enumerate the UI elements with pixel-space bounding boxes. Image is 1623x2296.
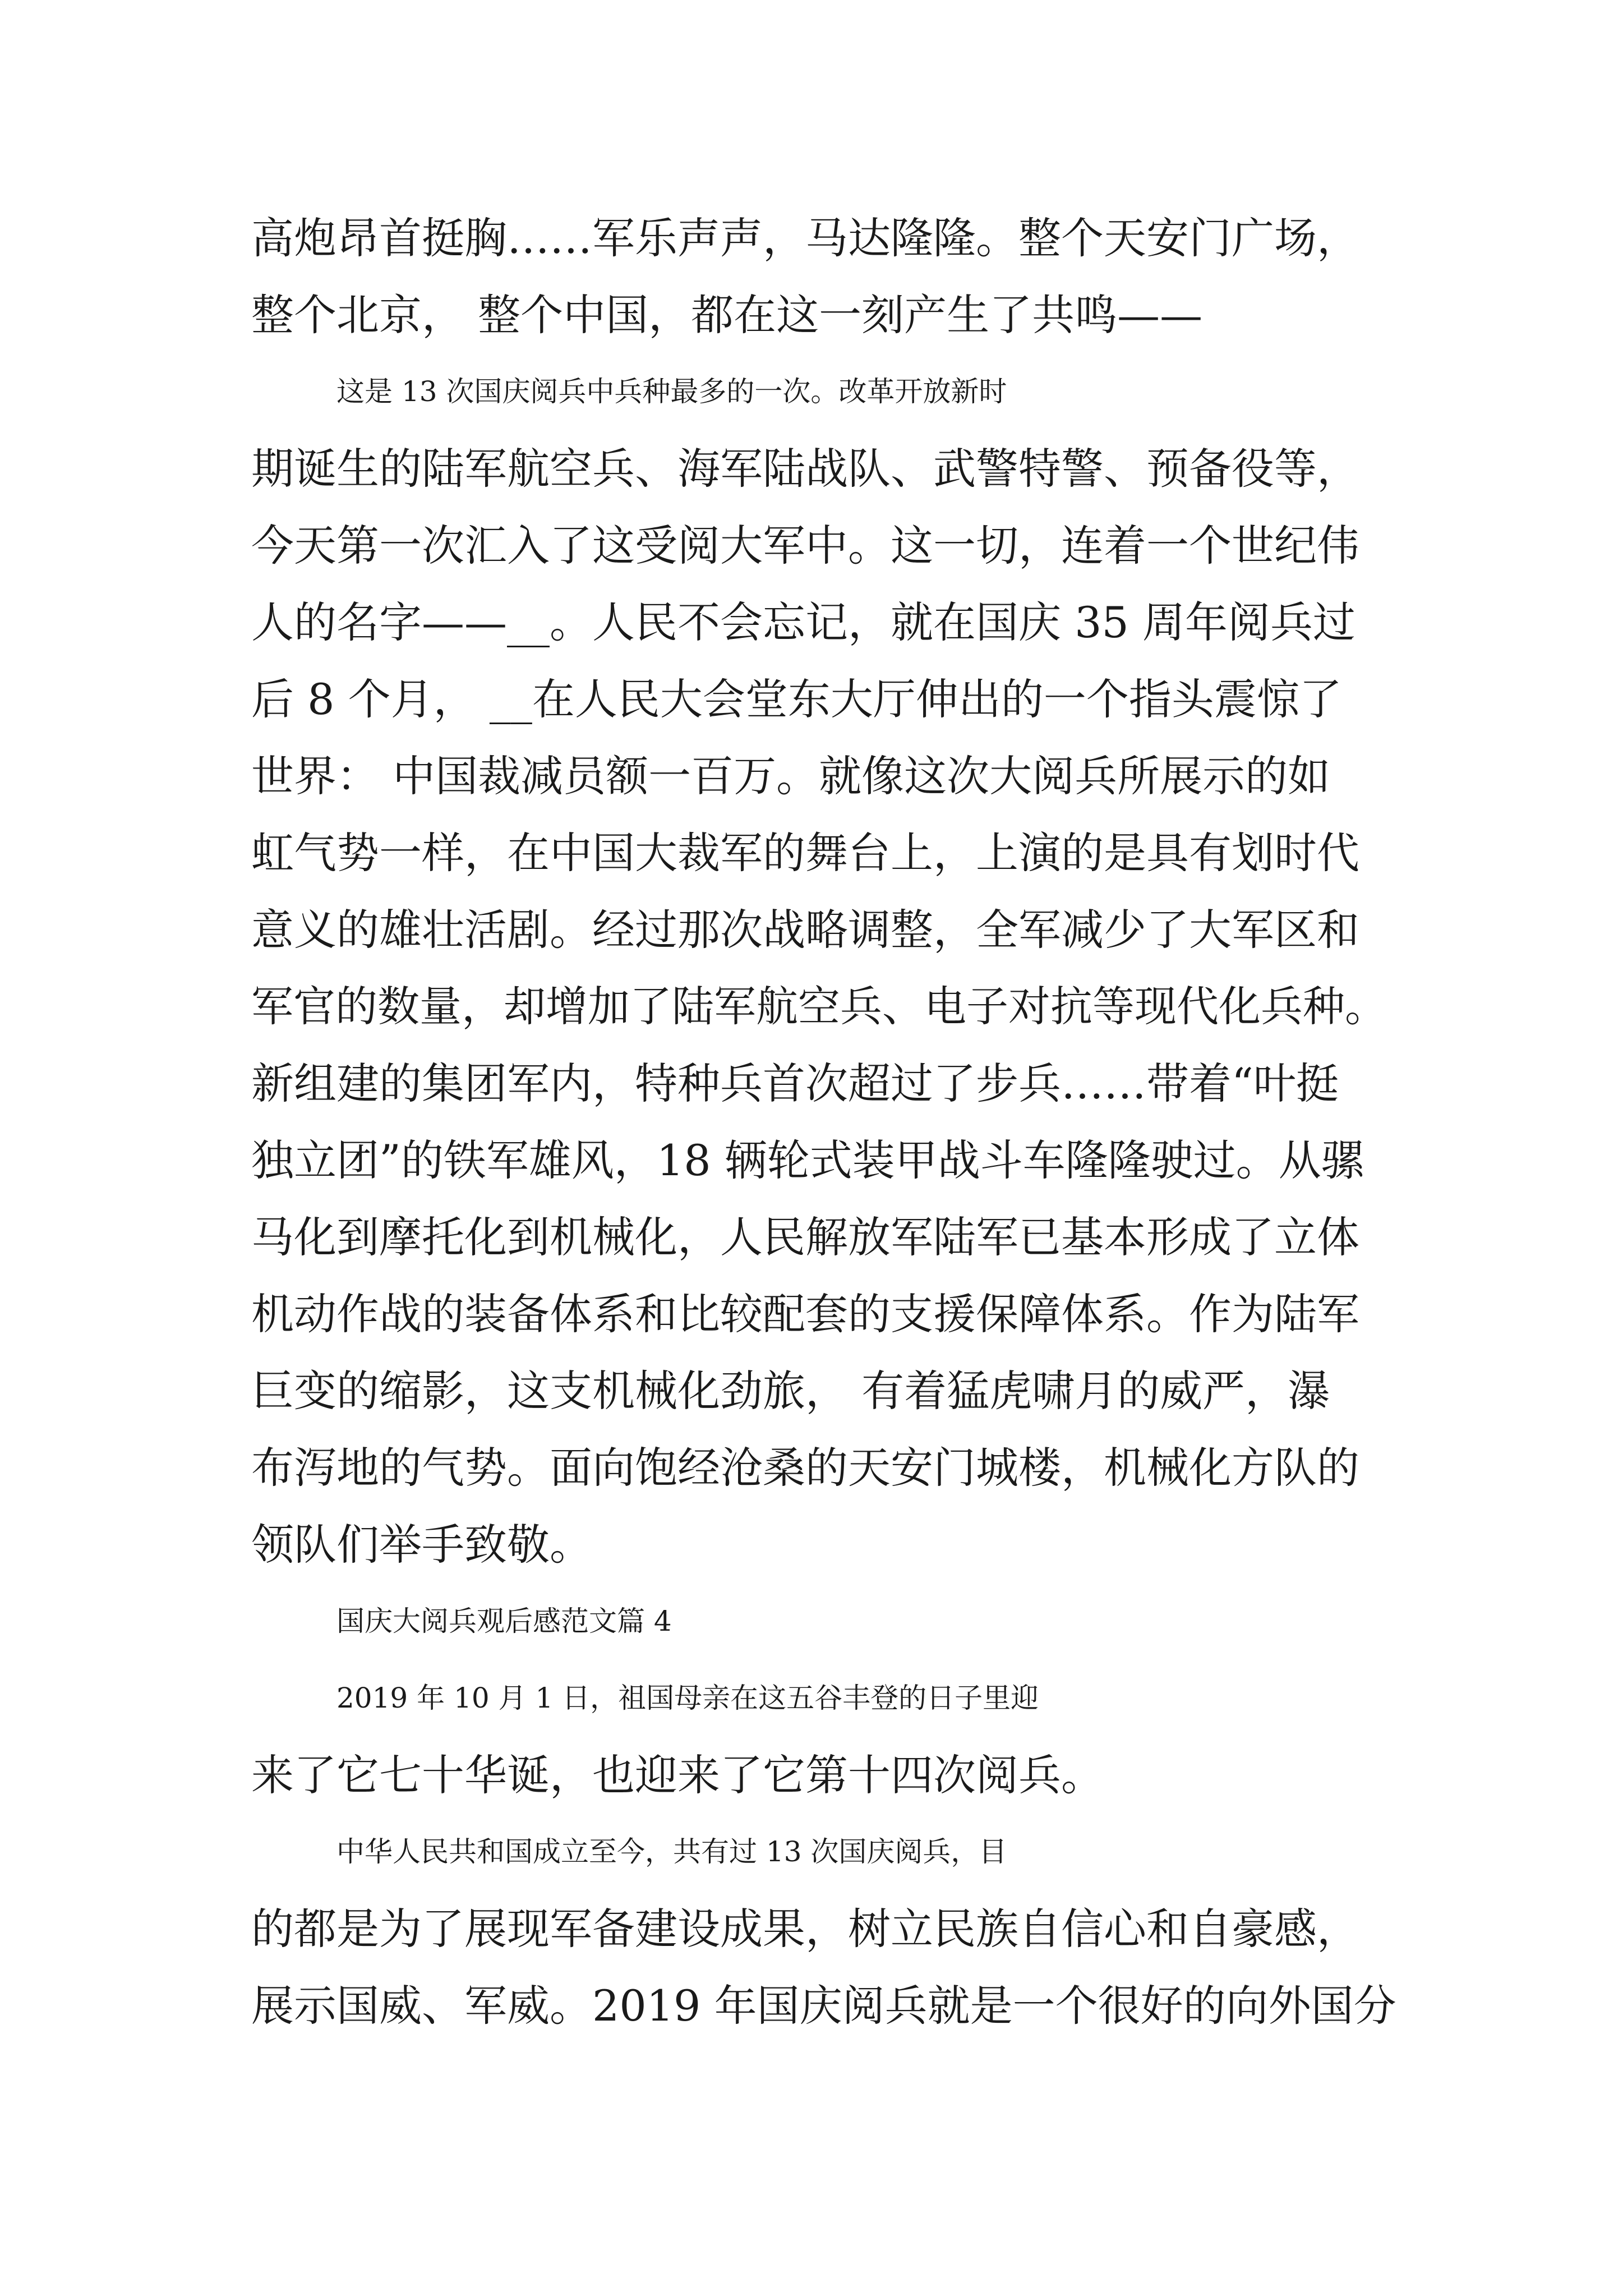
text-line: 高炮昂首挺胸……军乐声声，马达隆隆。整个天安门广场， bbox=[251, 213, 1359, 263]
text-line: 领队们举手致敬。 bbox=[251, 1520, 592, 1570]
text-line: 新组建的集团军内，特种兵首次超过了步兵……带着“叶挺 bbox=[251, 1059, 1339, 1108]
text-line: 期诞生的陆军航空兵、海军陆战队、武警特警、预备役等， bbox=[251, 444, 1359, 494]
text-line: 世界： 中国裁减员额一百万。就像这次大阅兵所展示的如 bbox=[251, 751, 1331, 801]
text-line: 展示国威、军威。2019 年国庆阅兵就是一个很好的向外国分 bbox=[251, 1981, 1396, 2031]
text-line: 虹气势一样，在中国大裁军的舞台上，上演的是具有划时代 bbox=[251, 828, 1359, 878]
text-line: 人的名字——__。人民不会忘记，就在国庆 35 周年阅兵过 bbox=[251, 597, 1356, 647]
text-line: 机动作战的装备体系和比较配套的支援保障体系。作为陆军 bbox=[251, 1289, 1359, 1339]
text-line: 巨变的缩影，这支机械化劲旅， 有着猛虎啸月的威严，瀑 bbox=[251, 1366, 1331, 1416]
document-body bbox=[251, 200, 1401, 2044]
text-line: 今天第一次汇入了这受阅大军中。这一切，连着一个世纪伟 bbox=[251, 521, 1359, 570]
text-line: 的都是为了展现军备建设成果，树立民族自信心和自豪感， bbox=[251, 1904, 1359, 1954]
text-line: 后 8 个月， __在人民大会堂东大厅伸出的一个指头震惊了 bbox=[251, 674, 1342, 724]
text-line: 布泻地的气势。面向饱经沧桑的天安门城楼，机械化方队的 bbox=[251, 1443, 1359, 1493]
text-line: 意义的雄壮活剧。经过那次战略调整，全军减少了大军区和 bbox=[251, 905, 1359, 955]
text-line: 2019 年 10 月 1 日，祖国母亲在这五谷丰登的日子里迎 bbox=[336, 1682, 1039, 1714]
text-line: 中华人民共和国成立至今，共有过 13 次国庆阅兵，目 bbox=[336, 1835, 1007, 1868]
text-line: 整个北京， 整个中国，都在这一刻产生了共鸣—— bbox=[251, 290, 1203, 340]
text-line: 军官的数量，却增加了陆军航空兵、电子对抗等现代化兵种。 bbox=[251, 982, 1387, 1031]
text-line: 独立团”的铁军雄风，18 辆轮式装甲战斗车隆隆驶过。从骡 bbox=[251, 1135, 1364, 1185]
text-line: 来了它七十华诞，也迎来了它第十四次阅兵。 bbox=[251, 1750, 1104, 1800]
text-line: 国庆大阅兵观后感范文篇 4 bbox=[336, 1605, 672, 1637]
text-line: 这是 13 次国庆阅兵中兵种最多的一次。改革开放新时 bbox=[336, 375, 1007, 408]
text-line: 马化到摩托化到机械化，人民解放军陆军已基本形成了立体 bbox=[251, 1212, 1359, 1262]
